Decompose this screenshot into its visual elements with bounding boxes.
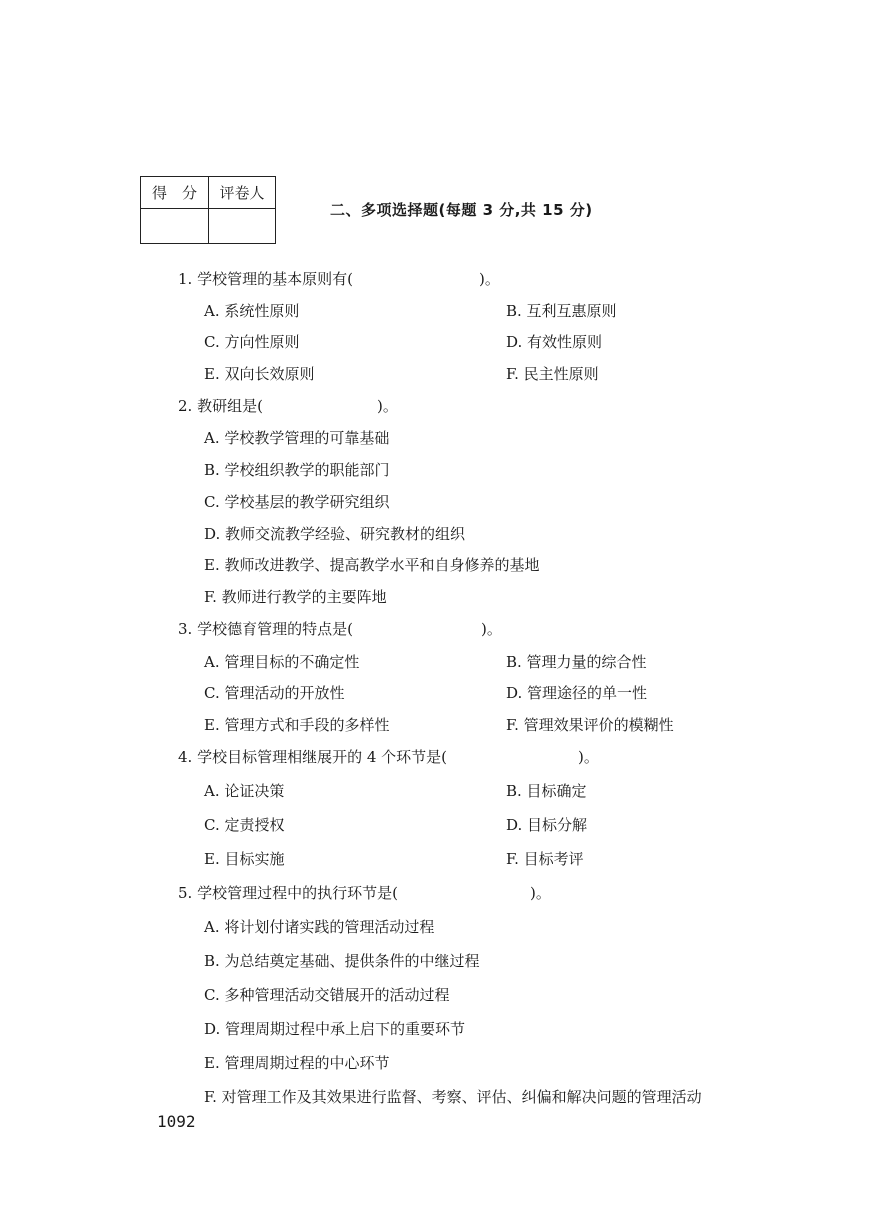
option-e: E. 教师改进教学、提高教学水平和自身修养的基地 bbox=[204, 556, 540, 574]
grader-entry-cell[interactable] bbox=[209, 209, 276, 244]
question-stem bbox=[178, 746, 447, 767]
option-c: C. 定责授权 bbox=[204, 816, 285, 834]
question-stem-end: )。 bbox=[530, 884, 551, 902]
option-f: F. 目标考评 bbox=[506, 850, 584, 868]
option-f: F. 对管理工作及其效果进行监督、考察、评估、纠偏和解决问题的管理活动 bbox=[204, 1088, 702, 1106]
option-b: B. 目标确定 bbox=[506, 782, 587, 800]
option-d: D. 目标分解 bbox=[506, 816, 588, 834]
option-a: A. 论证决策 bbox=[204, 782, 285, 800]
question-stem bbox=[178, 882, 398, 903]
option-d: D. 有效性原则 bbox=[506, 333, 603, 351]
option-c: C. 学校基层的教学研究组织 bbox=[204, 493, 390, 511]
section-title: 二、多项选择题(每题 3 分,共 15 分) bbox=[330, 201, 593, 219]
option-f: F. 管理效果评价的模糊性 bbox=[506, 716, 674, 734]
option-d: D. 管理周期过程中承上启下的重要环节 bbox=[204, 1020, 466, 1038]
option-b: B. 管理力量的综合性 bbox=[506, 653, 647, 671]
option-b: B. 互利互惠原则 bbox=[506, 302, 617, 320]
question-stem-end: )。 bbox=[377, 397, 398, 415]
option-e: E. 管理周期过程的中心环节 bbox=[204, 1054, 390, 1072]
option-a: A. 管理目标的不确定性 bbox=[204, 653, 360, 671]
question-stem-text: 5. 学校管理过程中的执行环节是( bbox=[178, 884, 398, 902]
page-number: 1092 bbox=[157, 1112, 196, 1131]
option-c: C. 多种管理活动交错展开的活动过程 bbox=[204, 986, 450, 1004]
option-c: C. 管理活动的开放性 bbox=[204, 684, 345, 702]
option-f: F. 教师进行教学的主要阵地 bbox=[204, 588, 387, 606]
score-entry-cell[interactable] bbox=[141, 209, 209, 244]
option-e: E. 目标实施 bbox=[204, 850, 285, 868]
option-b: B. 为总结奠定基础、提供条件的中继过程 bbox=[204, 952, 480, 970]
question-stem-text: 2. 教研组是( bbox=[178, 397, 263, 415]
question-stem-text: 3. 学校德育管理的特点是( bbox=[178, 620, 353, 638]
score-label-cell: 得 分 bbox=[141, 177, 209, 209]
option-e: E. 双向长效原则 bbox=[204, 365, 315, 383]
option-a: A. 学校教学管理的可靠基础 bbox=[204, 429, 390, 447]
question-stem-end: )。 bbox=[481, 620, 502, 638]
option-b: B. 学校组织教学的职能部门 bbox=[204, 461, 390, 479]
option-a: A. 系统性原则 bbox=[204, 302, 300, 320]
option-a: A. 将计划付诸实践的管理活动过程 bbox=[204, 918, 435, 936]
question-stem-text: 1. 学校管理的基本原则有( bbox=[178, 270, 353, 288]
option-d: D. 管理途径的单一性 bbox=[506, 684, 648, 702]
question-stem-text: 4. 学校目标管理相继展开的 4 个环节是( bbox=[178, 748, 448, 766]
option-c: C. 方向性原则 bbox=[204, 333, 300, 351]
question-stem-end: )。 bbox=[578, 748, 599, 766]
question-stem bbox=[178, 268, 353, 289]
option-d: D. 教师交流教学经验、研究教材的组织 bbox=[204, 525, 466, 543]
grader-label-cell: 评卷人 bbox=[209, 177, 276, 209]
option-f: F. 民主性原则 bbox=[506, 365, 599, 383]
question-stem bbox=[178, 395, 263, 416]
option-e: E. 管理方式和手段的多样性 bbox=[204, 716, 390, 734]
question-stem bbox=[178, 618, 353, 639]
question-stem-end: )。 bbox=[479, 270, 500, 288]
score-table bbox=[140, 176, 276, 244]
